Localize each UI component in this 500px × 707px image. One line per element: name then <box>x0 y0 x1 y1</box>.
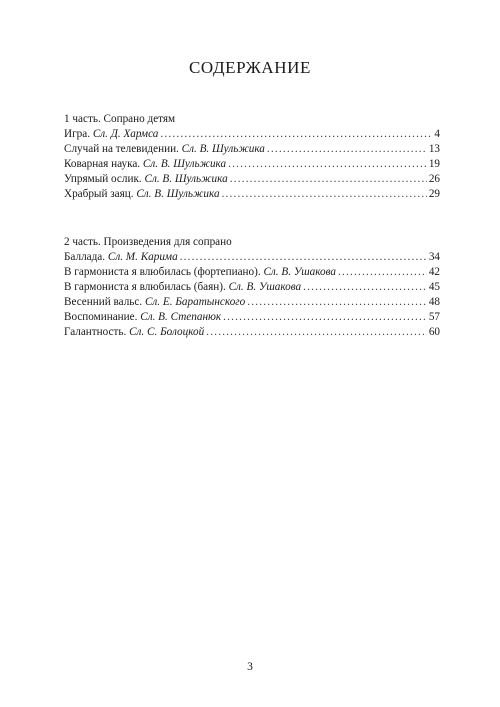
toc-entry <box>64 310 440 325</box>
section-heading: 2 часть. Произведения для сопрано <box>64 236 232 248</box>
entry-title: Упрямый ослик. <box>64 173 142 185</box>
entry-author: Сл. Е. Баратынского <box>144 296 246 308</box>
dot-leader <box>338 265 427 280</box>
toc-entry <box>64 295 440 310</box>
entry-page: 29 <box>428 188 440 200</box>
entry-author: Сл. В. Шульжика <box>144 173 228 185</box>
entry-author: Сл. В. Ушакова <box>263 266 337 278</box>
toc-entry <box>64 187 440 202</box>
entry-label <box>64 265 336 280</box>
dot-leader <box>230 172 427 187</box>
entry-page: 13 <box>428 143 440 155</box>
toc-entry <box>64 265 440 280</box>
dot-leader <box>228 157 427 172</box>
entry-page: 26 <box>428 173 440 185</box>
page-title: СОДЕРЖАНИЕ <box>188 58 312 77</box>
dot-leader <box>180 250 427 265</box>
page-number: 3 <box>247 661 253 673</box>
entry-title: В гармониста я влюбилась (фортепиано). <box>64 266 261 278</box>
entry-page: 34 <box>428 251 440 263</box>
entry-title: Воспоминание. <box>64 311 138 323</box>
entry-title: Баллада. <box>64 251 106 263</box>
entry-label <box>64 310 221 325</box>
entry-label <box>64 325 204 340</box>
toc-entry <box>64 142 440 157</box>
toc-entry <box>64 280 440 295</box>
entry-page: 48 <box>428 296 440 308</box>
dot-leader <box>303 280 427 295</box>
toc-entry <box>64 157 440 172</box>
toc-section-1 <box>64 112 440 202</box>
entry-label <box>64 187 220 202</box>
entry-label <box>64 280 301 295</box>
toc-entry <box>64 172 440 187</box>
entry-author: Сл. С. Болоцкой <box>129 326 205 338</box>
entry-label <box>64 142 265 157</box>
entry-title: Случай на телевидении. <box>64 143 179 155</box>
entry-author: Сл. В. Шульжика <box>142 158 227 170</box>
dot-leader <box>223 310 427 325</box>
entry-title: Коварная наука. <box>64 158 141 170</box>
entry-page: 57 <box>428 311 440 323</box>
toc-entry <box>64 250 440 265</box>
entry-page: 4 <box>434 128 440 140</box>
entry-page: 60 <box>428 326 440 338</box>
dot-leader <box>160 127 432 142</box>
entry-page: 19 <box>428 158 440 170</box>
dot-leader <box>206 325 427 340</box>
entry-title: Весенний вальс. <box>64 296 143 308</box>
entry-author: Сл. В. Степанюк <box>140 311 222 323</box>
entry-label <box>64 295 245 310</box>
entry-author: Сл. М. Карима <box>107 251 178 263</box>
toc-section-2 <box>64 235 440 340</box>
dot-leader <box>247 295 427 310</box>
dot-leader <box>267 142 427 157</box>
dot-leader <box>222 187 427 202</box>
entry-label <box>64 250 178 265</box>
entry-title: Галантность. <box>64 326 127 338</box>
toc-entry <box>64 127 440 142</box>
entry-label <box>64 157 226 172</box>
toc-entry <box>64 325 440 340</box>
section-heading: 1 часть. Сопрано детям <box>64 113 176 125</box>
entry-label <box>64 127 158 142</box>
entry-title: В гармониста я влюбилась (баян). <box>64 281 226 293</box>
entry-label <box>64 172 228 187</box>
entry-author: Сл. В. Ушакова <box>228 281 302 293</box>
entry-title: Храбрый заяц. <box>64 188 134 200</box>
entry-author: Сл. В. Шульжика <box>136 188 220 200</box>
entry-author: Сл. Д. Хармса <box>92 128 159 140</box>
entry-title: Игра. <box>64 128 91 140</box>
entry-page: 45 <box>428 281 440 293</box>
entry-page: 42 <box>428 266 440 278</box>
entry-author: Сл. В. Шульжика <box>181 143 265 155</box>
